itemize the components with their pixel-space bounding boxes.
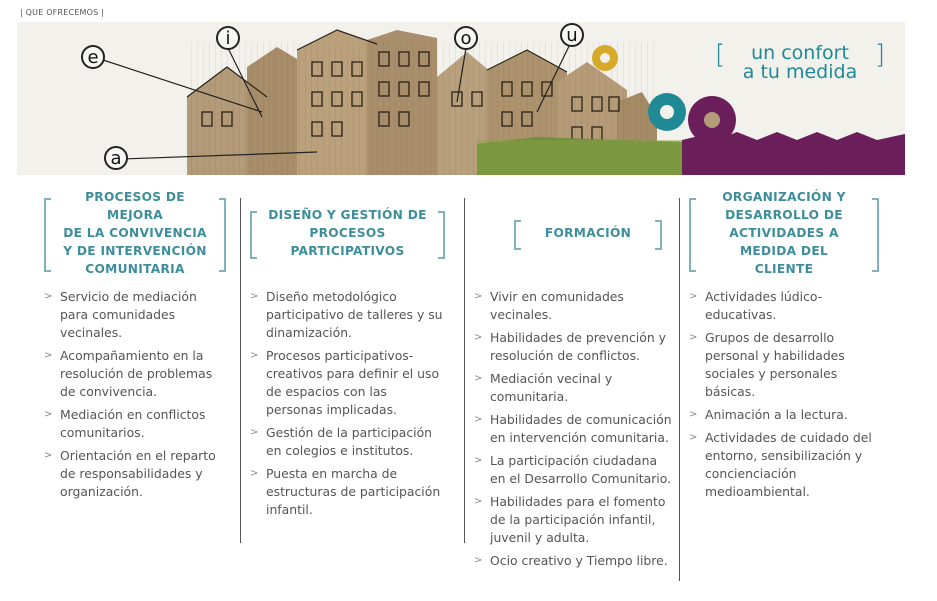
chevron-right-icon: >	[689, 409, 698, 420]
service-column-participacion	[250, 193, 445, 517]
chevron-right-icon: >	[44, 450, 53, 461]
chevron-right-icon: >	[250, 468, 259, 479]
service-list	[44, 288, 226, 506]
bracket-left	[250, 211, 257, 259]
bracket-left	[44, 198, 51, 272]
list-item: > Puesta en marcha de estructuras de participación infantil.	[250, 466, 441, 517]
column-heading	[689, 190, 879, 276]
tagline-line1: un confort	[751, 42, 849, 64]
list-item: > Diseño metodológico participativo de talleres y su dinamización.	[250, 289, 443, 340]
chevron-right-icon: >	[474, 373, 483, 384]
chevron-right-icon: >	[44, 350, 53, 361]
tagline-bracket-right: ]	[874, 40, 885, 70]
column-title: PROCESOS DE MEJORA DE LA CONVIVENCIA Y DE INTERVENCIÓN COMUNITARIA	[63, 190, 207, 276]
chevron-right-icon: >	[474, 455, 483, 466]
list-item: > La participación ciudadana en el Desarrollo Comunitario.	[474, 453, 672, 486]
header-banner	[17, 22, 905, 175]
svg-text:o: o	[460, 28, 472, 49]
bracket-left	[514, 220, 521, 250]
tagline-line2: a tu medida	[742, 61, 858, 83]
service-list	[474, 288, 672, 575]
svg-text:u: u	[566, 25, 578, 46]
service-column-formacion	[474, 193, 672, 568]
column-title: FORMACIÓN	[544, 226, 632, 240]
chevron-right-icon: >	[44, 409, 53, 420]
svg-text:e: e	[87, 47, 99, 68]
breadcrumb: | QUE OFRECEMOS |	[20, 8, 105, 17]
list-item: > Habilidades de prevención y resolución de conflictos.	[474, 330, 666, 363]
list-item: > Habilidades para el fomento de la participación infantil, juvenil y adulta.	[474, 494, 666, 545]
chevron-right-icon: >	[474, 291, 483, 302]
list-item: > Grupos de desarrollo personal y habilidades sociales y personales básicas.	[689, 330, 845, 399]
service-column-convivencia	[44, 190, 226, 499]
list-item: > Ocio creativo y Tiempo libre.	[474, 553, 668, 568]
chevron-right-icon: >	[250, 350, 259, 361]
list-item: > Gestión de la participación en colegios e institutos.	[250, 425, 433, 458]
list-item: > Mediación en conflictos comunitarios.	[44, 407, 206, 440]
chevron-right-icon: >	[250, 291, 259, 302]
list-item: > Habilidades de comunicación en intervención comunitaria.	[474, 412, 672, 445]
tagline-bracket-left: [	[715, 40, 726, 70]
column-heading	[250, 193, 445, 273]
tagline	[715, 40, 885, 83]
bracket-right	[872, 198, 879, 272]
column-divider	[240, 198, 241, 543]
chevron-right-icon: >	[474, 332, 483, 343]
column-heading	[514, 193, 662, 273]
list-item: > Animación a la lectura.	[689, 407, 848, 422]
chevron-right-icon: >	[689, 332, 698, 343]
chevron-right-icon: >	[474, 496, 483, 507]
chevron-right-icon: >	[250, 427, 259, 438]
chevron-right-icon: >	[44, 291, 53, 302]
list-item: > Actividades lúdico-educativas.	[689, 289, 823, 322]
bracket-right	[219, 198, 226, 272]
chevron-right-icon: >	[689, 291, 698, 302]
list-item: > Procesos participativos-creativos para definir el uso de espacios con las personas implicadas.	[250, 348, 440, 417]
column-divider	[679, 198, 680, 581]
column-divider	[464, 198, 465, 543]
list-item: > Mediación vecinal y comunitaria.	[474, 371, 613, 404]
bracket-right	[438, 211, 445, 259]
bracket-left	[689, 198, 696, 272]
service-column-actividades	[689, 190, 879, 499]
list-item: > Servicio de mediación para comunidades vecinales.	[44, 289, 197, 340]
list-item: > Acompañamiento en la resolución de problemas de convivencia.	[44, 348, 213, 399]
svg-text:a: a	[110, 148, 122, 169]
column-title: DISEÑO Y GESTIÓN DE PROCESOS PARTICIPATIVOS	[268, 208, 427, 258]
chevron-right-icon: >	[474, 555, 483, 566]
chevron-right-icon: >	[474, 414, 483, 425]
column-title: ORGANIZACIÓN Y DESARROLLO DE ACTIVIDADES A MEDIDA DEL CLIENTE	[722, 190, 846, 276]
list-item: > Actividades de cuidado del entorno, sensibilización y concienciación medioambiental.	[689, 430, 872, 499]
column-heading	[44, 190, 226, 276]
svg-text:i: i	[225, 28, 231, 49]
chevron-right-icon: >	[689, 432, 698, 443]
service-list	[250, 288, 445, 524]
service-list	[689, 288, 879, 506]
list-item: > Orientación en el reparto de responsabilidades y organización.	[44, 448, 216, 499]
list-item: > Vivir en comunidades vecinales.	[474, 289, 624, 322]
bracket-right	[655, 220, 662, 250]
